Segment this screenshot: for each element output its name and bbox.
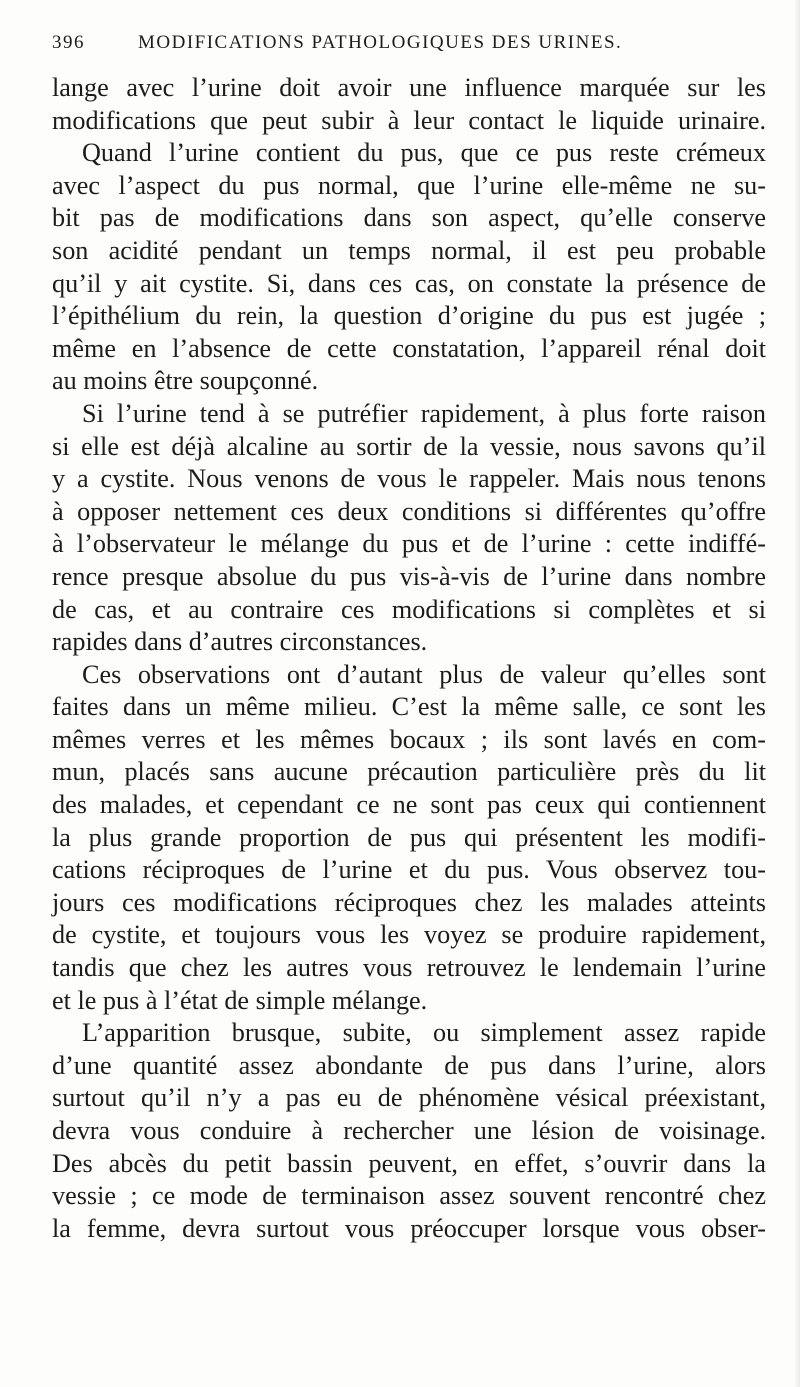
running-header (52, 32, 752, 62)
page-edge-shadow (794, 0, 800, 1387)
text-line: y a cystite. Nous venons de vous le rappeler. Mais nous tenons (52, 464, 766, 494)
paragraph-end-line: au moins être soupçonné. (52, 366, 319, 396)
text-line: à l’observateur le mélange du pus et de l’urine : cette indiffé- (52, 529, 766, 559)
text-line: la femme, devra surtout vous préoccuper lorsque vous obser- (52, 1213, 766, 1243)
text-line: faites dans un même milieu. C’est la même salle, ce sont les (52, 692, 766, 722)
text-line: son acidité pendant un temps normal, il est peu probable (52, 235, 766, 265)
text-line: cations réciproques de l’urine et du pus. Vous observez tou- (52, 855, 766, 885)
text-line: vessie ; ce mode de terminaison assez souvent rencontré chez (52, 1181, 766, 1211)
paragraph-end-line: et le pus à l’état de simple mélange. (52, 985, 428, 1015)
text-line: de cas, et au contraire ces modifications si complètes et si (52, 594, 766, 624)
running-title: MODIFICATIONS PATHOLOGIQUES DES URINES. (138, 32, 623, 53)
page-number: 396 (52, 32, 85, 53)
text-line: des malades, et cependant ce ne sont pas ceux qui contiennent (52, 790, 766, 820)
body-text (52, 72, 766, 1245)
paragraph-start-line: Si l’urine tend à se putréfier rapidement, à plus forte raison (82, 398, 766, 428)
paragraph-start-line: L’apparition brusque, subite, ou simplement assez rapide (82, 1018, 766, 1048)
text-line: devra vous conduire à rechercher une lésion de voisinage. (52, 1116, 766, 1145)
text-line: la plus grande proportion de pus qui présentent les modifi- (52, 822, 766, 852)
paragraph-end-line: rapides dans d’autres circonstances. (52, 627, 428, 657)
paragraph-start-line: Ces observations ont d’autant plus de valeur qu’elles sont (82, 659, 766, 689)
text-line: avec l’aspect du pus normal, que l’urine elle-même ne su- (52, 170, 766, 200)
text-line: même en l’absence de cette constatation, l’appareil rénal doit (52, 333, 766, 363)
text-line: l’épithélium du rein, la question d’origine du pus est jugée ; (52, 301, 766, 331)
text-line: modifications que peut subir à leur contact le liquide urinaire. (52, 105, 766, 135)
text-line: de cystite, et toujours vous les voyez se produire rapidement, (52, 920, 766, 950)
text-line: surtout qu’il n’y a pas eu de phénomène vésical préexistant, (52, 1083, 766, 1113)
text-line: à opposer nettement ces deux conditions si différentes qu’offre (52, 496, 766, 526)
text-line: Des abcès du petit bassin peuvent, en effet, s’ouvrir dans la (52, 1148, 766, 1178)
text-line: bit pas de modifications dans son aspect, qu’elle conserve (52, 203, 766, 233)
text-line: d’une quantité assez abondante de pus dans l’urine, alors (52, 1050, 766, 1080)
text-line: mêmes verres et les mêmes bocaux ; ils sont lavés en com- (52, 724, 766, 754)
text-line: jours ces modifications réciproques chez les malades atteints (52, 887, 766, 917)
text-line: lange avec l’urine doit avoir une influence marquée sur les (52, 73, 766, 102)
paragraph-start-line: Quand l’urine contient du pus, que ce pus reste crémeux (82, 138, 766, 168)
text-line: si elle est déjà alcaline au sortir de la vessie, nous savons qu’il (52, 431, 766, 461)
text-line: mun, placés sans aucune précaution particulière près du lit (52, 757, 766, 787)
text-line: tandis que chez les autres vous retrouvez le lendemain l’urine (52, 953, 766, 983)
text-line: rence presque absolue du pus vis-à-vis de l’urine dans nombre (52, 561, 766, 591)
text-line: qu’il y ait cystite. Si, dans ces cas, on constate la présence de (52, 268, 766, 298)
